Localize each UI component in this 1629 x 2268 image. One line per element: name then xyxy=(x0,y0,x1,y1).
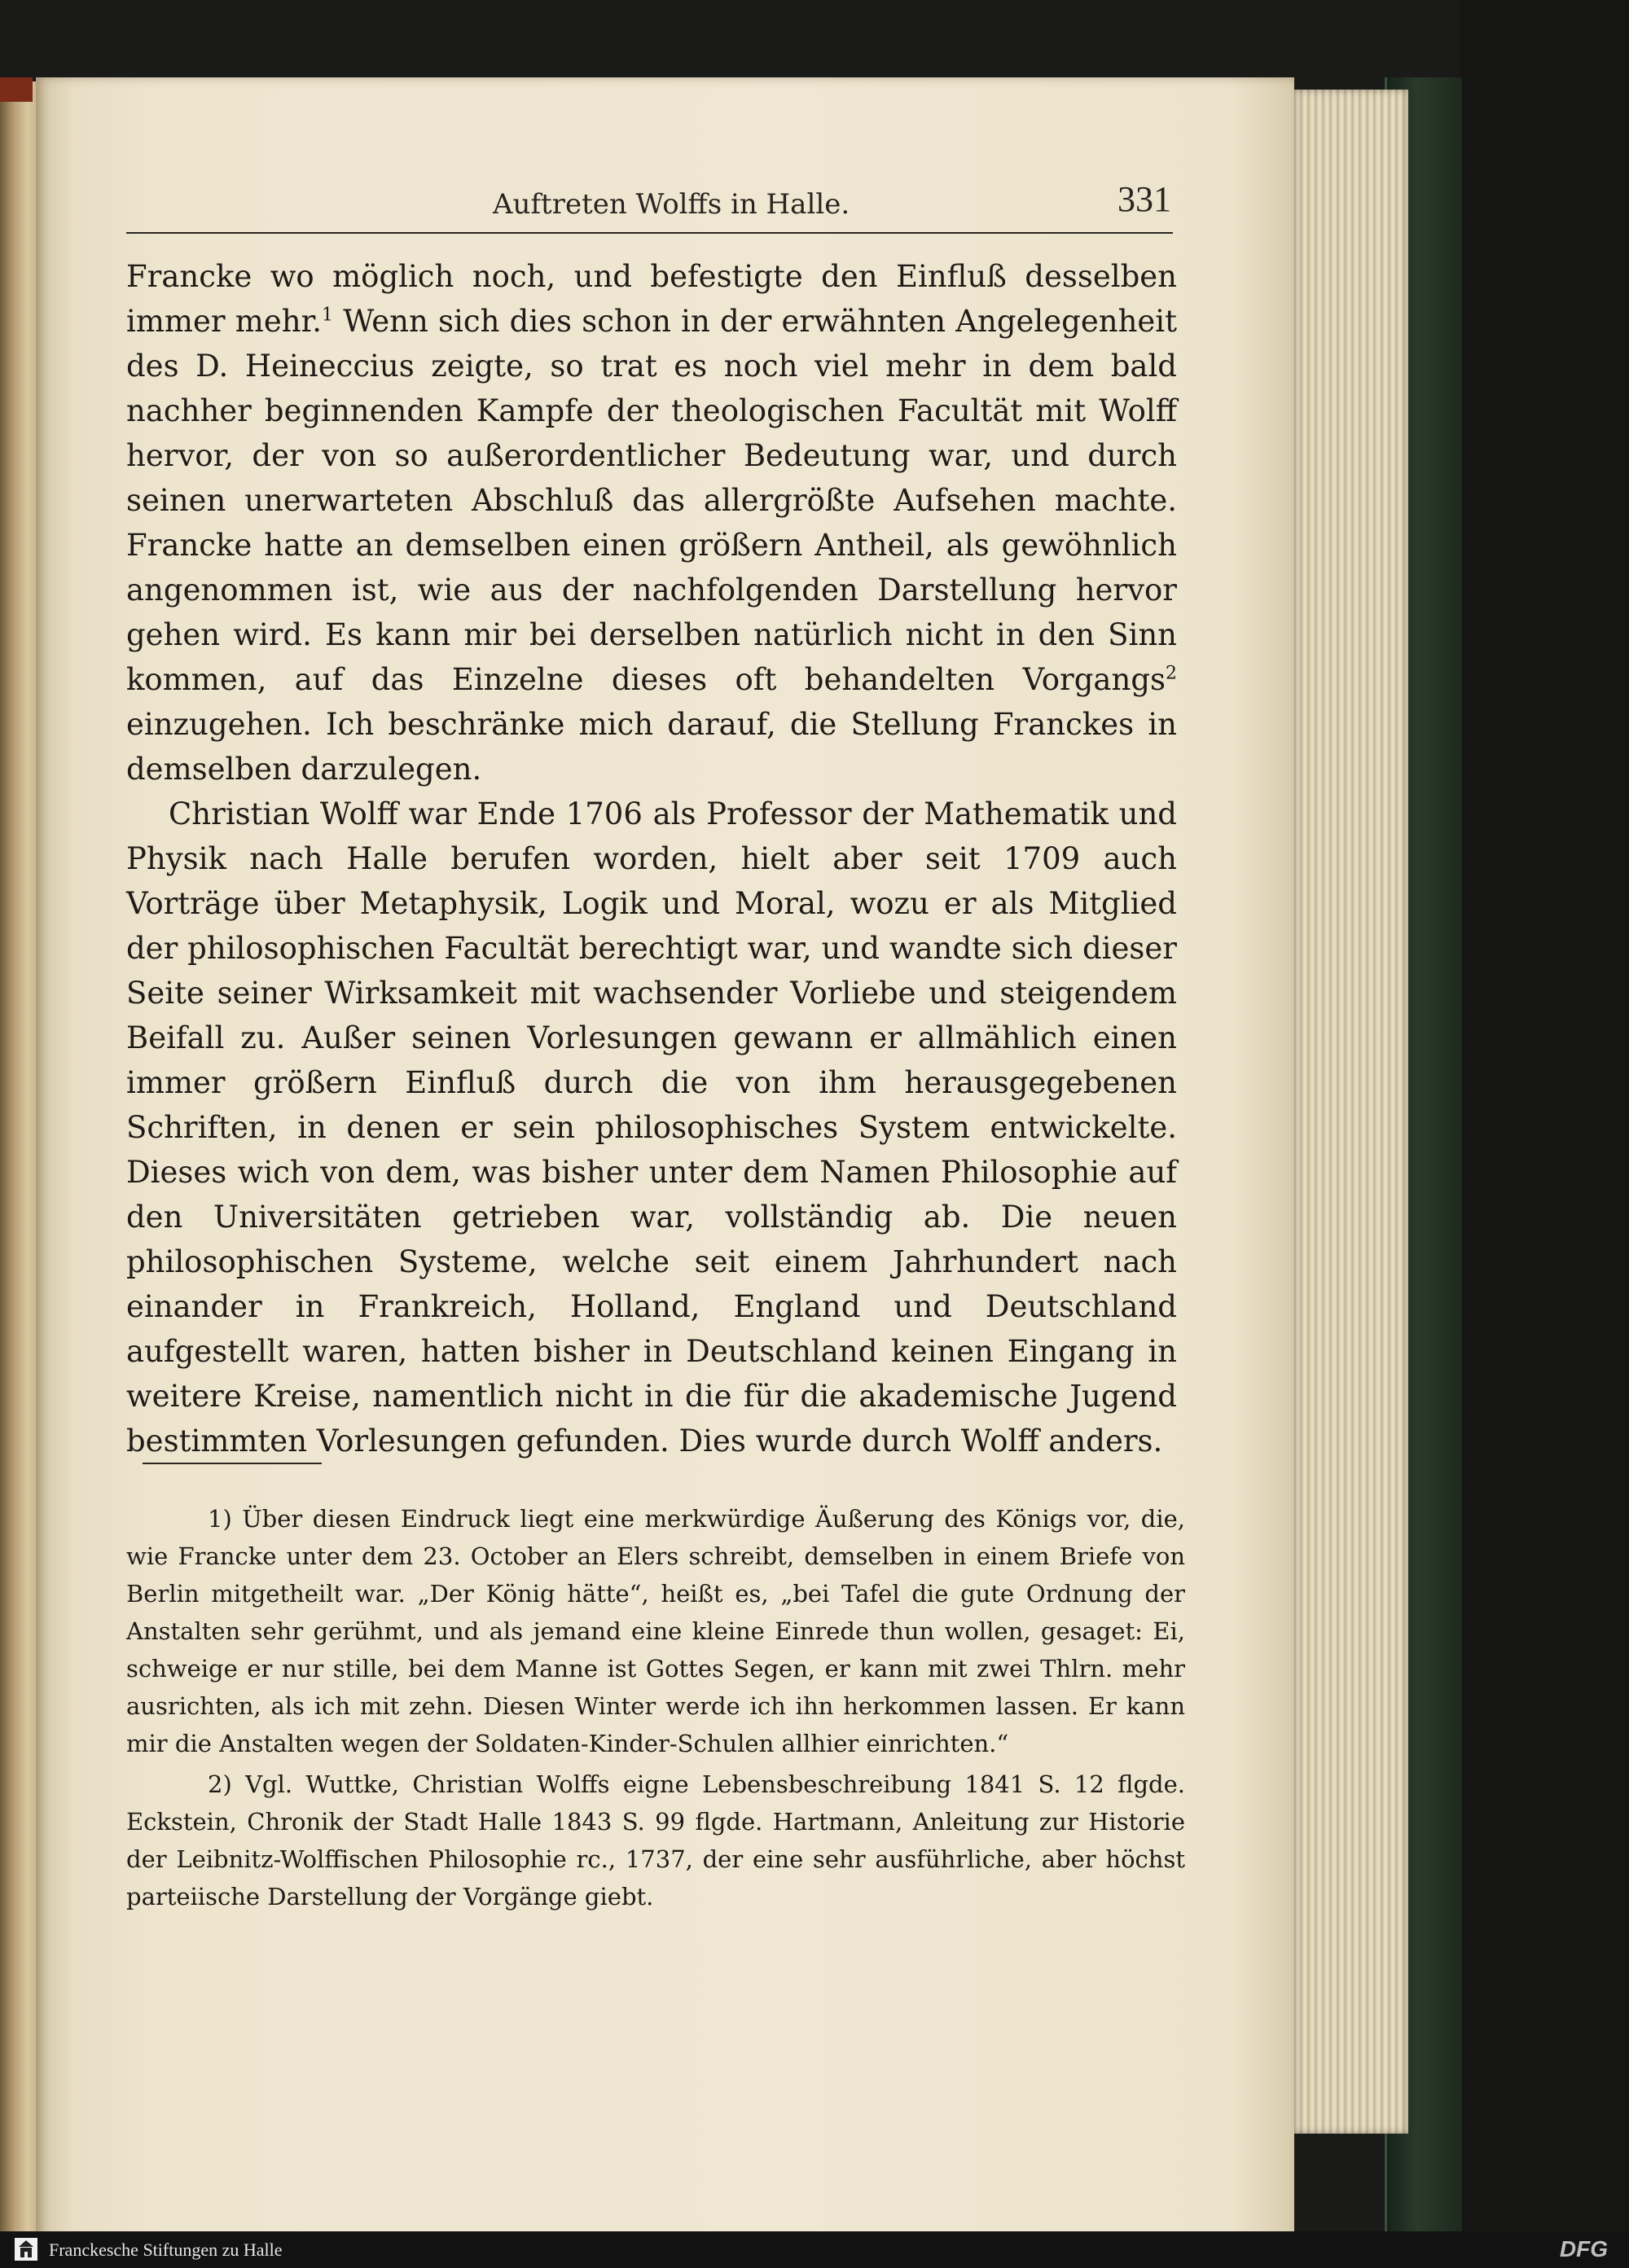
footnote-1: 1) Über diesen Eindruck liegt eine merkwürdige Äußerung des Königs vor, die, wie Francke unter dem 23. October an Elers schreibt, demselben in einem Briefe von Berlin mitgetheilt war. „Der König hätte“, heißt es, „bei Tafel die gute Ordnung der Anstalten sehr gerühmt, und als jemand eine kleine Einrede thun wollen, gesaget: Ei, schweige er nur stille, bei dem Manne ist Gottes Segen, er kann mit zwei Thlrn. mehr ausrichten, als ich mit zehn. Diesen Winter werde ich ihn herkommen lassen. Er kann mir die Anstalten wegen der Soldaten-Kinder-Schulen allhier einrichten.“ xyxy=(126,1505,1185,1757)
institution-logo-icon xyxy=(11,2235,41,2264)
body-text xyxy=(126,254,1177,1463)
background-right xyxy=(1460,0,1629,2268)
footnote-ref-2[interactable]: 2 xyxy=(1166,663,1177,684)
paragraph-1-text-end: einzugehen. Ich beschränke mich darauf, die Stellung Franckes in demselben darzulegen. xyxy=(126,707,1177,787)
paragraph-1-text: Francke wo möglich noch, und befestigte den Einfluß desselben immer mehr. xyxy=(126,259,1177,339)
paragraph-1-text-cont: Wenn sich dies schon in der erwähnten Angelegenheit des D. Heineccius zeigte, so trat es noch viel mehr in dem bald nachher beginnenden Kampfe der theologischen Facultät mit Wolff hervor, der von so außerordentlicher Bedeutung war, und durch seinen unerwarteten Abschluß das allergrößte Aufsehen machte. Francke hatte an demselben einen größern Antheil, als gewöhnlich angenommen ist, wie aus der nachfolgenden Darstellung hervor gehen wird. Es kann mir bei derselben natürlich nicht in den Sinn kommen, auf das Einzelne dieses oft behandelten Vorgangs xyxy=(126,304,1178,697)
footnote-2: 2) Vgl. Wuttke, Christian Wolffs eigne Lebensbeschreibung 1841 S. 12 flgde. Eckstein, Chronik der Stadt Halle 1843 S. 99 flgde. Hartmann, Anleitung zur Historie der Leibnitz-Wolffischen Philosophie rc., 1737, der eine sehr ausführliche, aber höchst parteiische Darstellung der Vorgänge giebt. xyxy=(126,1770,1185,1910)
page-edges xyxy=(1294,90,1408,2134)
running-header xyxy=(126,175,1173,234)
paragraph-1 xyxy=(126,254,1177,792)
page-number: 331 xyxy=(1117,179,1171,219)
footer-credit: Franckesche Stiftungen zu Halle xyxy=(49,2239,283,2260)
left-page-edge xyxy=(0,81,39,2264)
paragraph-2-text: Christian Wolff war Ende 1706 als Professor der Mathematik und Physik nach Halle berufen worden, hielt aber seit 1709 auch Vorträge über Metaphysik, Logik und Moral, wozu er als Mitglied der philosophischen Facultät berechtigt war, und wandte sich dieser Seite seiner Wirksamkeit mit wachsender Vorliebe und steigendem Beifall zu. Außer seinen Vorlesungen gewann er allmählich einen immer größern Einfluß durch die von ihm herausgegebenen Schriften, in denen er sein philosophisches System entwickelte. Dieses wich von dem, was bisher unter dem Namen Philosophie auf den Universitäten getrieben war, vollständig ab. Die neuen philosophischen Systeme, welche seit einem Jahrhundert nach einander in Frankreich, Holland, England und Deutschland aufgestellt waren, hatten bisher in Deutschland keinen Eingang in weitere Kreise, namentlich nicht in die für die akademische Jugend bestimmten Vorlesungen gefunden. Dies wurde durch Wolff anders. xyxy=(126,796,1177,1459)
paragraph-2 xyxy=(126,792,1177,1463)
footnote-ref-1[interactable]: 1 xyxy=(322,305,334,326)
footnotes xyxy=(126,1500,1185,1919)
dfg-logo: DFG xyxy=(1559,2236,1608,2261)
running-title: Auftreten Wolffs in Halle. xyxy=(493,188,850,221)
left-cover-edge xyxy=(0,77,33,102)
footnote-divider xyxy=(143,1463,322,1464)
